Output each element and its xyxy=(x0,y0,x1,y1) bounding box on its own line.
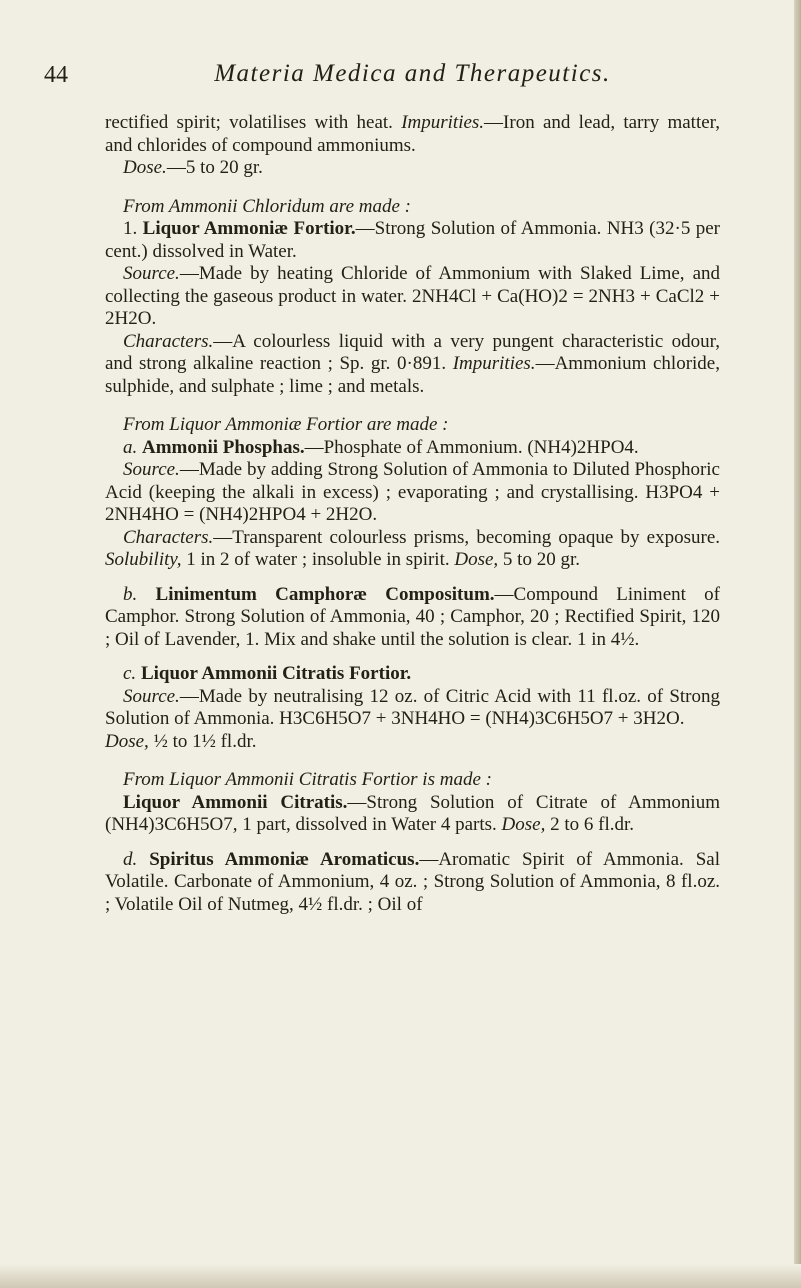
entry: c. Liquor Ammonii Citratis Fortior. xyxy=(123,663,412,684)
page-body xyxy=(105,112,720,916)
paragraph: rectified spirit; volatilises with heat. Impurities.—Iron and lead, tarry matter, and chlorides of compound ammoniums. xyxy=(105,112,720,156)
entry-detail: Characters.—Transparent colourless prisms, becoming opaque by exposure. Solubility, 1 in 2 of water ; insoluble in spirit. Dose, 5 to 20 gr. xyxy=(105,526,720,570)
entry-title: Ammonii Phosphas. xyxy=(142,436,305,458)
entry-detail: Source.—Made by adding Strong Solution of Ammonia to Diluted Phosphoric Acid (keeping the alkali in excess) ; evaporating ; and crystallising. H3PO4 + 2NH4HO = (NH4)2HPO4 + 2H2O. xyxy=(105,459,720,525)
section-intro: From Liquor Ammonii Citratis Fortior is made : xyxy=(123,769,492,790)
section-intro: From Ammonii Chloridum are made : xyxy=(123,195,411,217)
page-edge xyxy=(794,0,801,1288)
section-intro: From Liquor Ammoniæ Fortior are made : xyxy=(123,414,449,435)
entry-title: Liquor Ammonii Citratis. xyxy=(123,791,348,813)
entry: a. Ammonii Phosphas.—Phosphate of Ammonium. (NH4)2HPO4. xyxy=(123,436,639,458)
entry-title: Spiritus Ammoniæ Aromaticus. xyxy=(149,848,420,870)
entry-title: Liquor Ammoniæ Fortior. xyxy=(142,218,356,239)
page-number: 44 xyxy=(44,62,68,88)
entry: b. Linimentum Camphoræ Compositum.—Compound Liniment of Camphor. Strong Solution of Ammonia, 40 ; Camphor, 20 ; Rectified Spirit, 120 ; Oil of Lavender, 1. Mix and shake until the solution is clear. 1 in 4½. xyxy=(105,583,721,650)
page-header xyxy=(44,62,781,94)
entry-detail: Source.—Made by neutralising 12 oz. of Citric Acid with 11 fl.oz. of Strong Solution of Ammonia. H3C6H5O7 + 3NH4HO = (NH4)3C6H5O7 + 3H2O. xyxy=(105,685,720,729)
entry-title: Liquor Ammonii Citratis Fortior. xyxy=(140,663,412,684)
running-title: Materia Medica and Therapeutics. xyxy=(214,60,611,87)
entry: d. Spiritus Ammoniæ Aromaticus.—Aromatic Spirit of Ammonia. Sal Volatile. Carbonate of Ammonium, 4 oz. ; Strong Solution of Ammonia, 8 fl.oz. ; Volatile Oil of Nutmeg, 4½ fl.dr. ; Oil of xyxy=(105,848,721,915)
dose-line: Dose.—5 to 20 gr. xyxy=(123,157,263,178)
entry: 1. Liquor Ammoniæ Fortior.—Strong Solution of Ammonia. NH3 (32·5 per cent.) dissolved in Water. xyxy=(105,218,721,262)
page-bottom-shadow xyxy=(0,1264,801,1288)
entry-title: Linimentum Camphoræ Compositum. xyxy=(155,583,495,605)
entry: Liquor Ammonii Citratis.—Strong Solution of Citrate of Ammonium (NH4)3C6H5O7, 1 part, dissolved in Water 4 parts. Dose, 2 to 6 fl.dr. xyxy=(105,791,720,835)
dose-line: Dose, ½ to 1½ fl.dr. xyxy=(105,730,257,752)
entry-detail: Source.—Made by heating Chloride of Ammonium with Slaked Lime, and collecting the gaseous product in water. 2NH4Cl + Ca(HO)2 = 2NH3 + CaCl2 + 2H2O. xyxy=(105,263,720,329)
entry-detail: Characters.—A colourless liquid with a very pungent characteristic odour, and strong alkaline reaction ; Sp. gr. 0·891. Impurities.—Ammonium chloride, sulphide, and sulphate ; lime ; and metals. xyxy=(105,330,720,397)
